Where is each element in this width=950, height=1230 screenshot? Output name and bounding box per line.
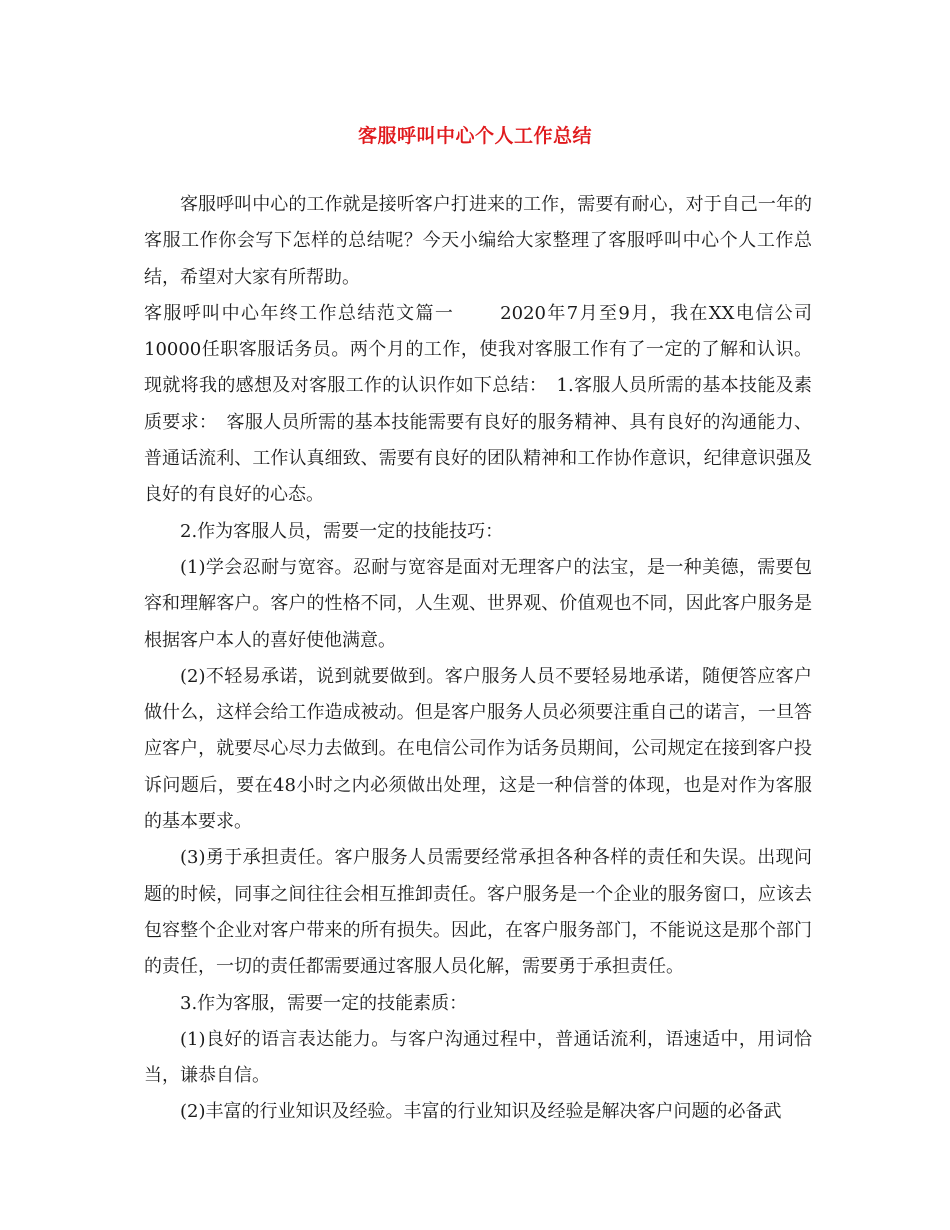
- paragraph-responsibility: (3)勇于承担责任。客户服务人员需要经常承担各种各样的责任和失误。出现问题的时候，同事之间往往会相互推卸责任。客户服务是一个企业的服务窗口，应该去包容整个企业对客户带来的所有损失。因此，在客户服务部门，不能说这是那个部门的责任，一切的责任都需要通过客服人员化解，需要勇于承担责任。: [144, 847, 812, 978]
- paragraph-section-one: 客服呼叫中心年终工作总结范文篇一 2020年7月至9月，我在XX电信公司10000任职客服话务员。两个月的工作，使我对客服工作有了一定的了解和认识。现就将我的感想及对客服工作的认识作如下总结： 1.客服人员所需的基本技能及素质要求： 客服人员所需的基本技能需要有良好的服务精神、具有良好的沟通能力、普通话流利、工作认真细致、需要有良好的团队精神和工作协作意识，纪律意识强及良好的有良好的心态。: [144, 302, 812, 506]
- paragraph-patience: (1)学会忍耐与宽容。忍耐与宽容是面对无理客户的法宝，是一种美德，需要包容和理解客户。客户的性格不同，人生观、世界观、价值观也不同，因此客户服务是根据客户本人的喜好使他满意。: [144, 556, 812, 651]
- paragraph-promise: (2)不轻易承诺，说到就要做到。客户服务人员不要轻易地承诺，随便答应客户做什么，这样会给工作造成被动。但是客户服务人员必须要注重自己的诺言，一旦答应客户，就要尽心尽力去做到。在电信公司作为话务员期间，公司规定在接到客户投诉问题后，要在48小时之内必须做出处理，这是一种信誉的体现，也是对作为客服的基本要求。: [144, 665, 812, 833]
- document-title: 客服呼叫中心个人工作总结: [357, 125, 592, 147]
- paragraph-knowledge: (2)丰富的行业知识及经验。丰富的行业知识及经验是解决客户问题的必备武: [180, 1101, 782, 1123]
- paragraph-skills-heading: 2.作为客服人员，需要一定的技能技巧：: [180, 520, 504, 542]
- document-body: [144, 187, 812, 1131]
- paragraph-language: (1)良好的语言表达能力。与客户沟通过程中，普通话流利，语速适中，用词恰当，谦恭自信。: [144, 1028, 812, 1087]
- paragraph-intro: 客服呼叫中心的工作就是接听客户打进来的工作，需要有耐心，对于自己一年的客服工作你会写下怎样的总结呢？今天小编给大家整理了客服呼叫中心个人工作总结，希望对大家有所帮助。: [144, 194, 812, 288]
- paragraph-qualities-heading: 3.作为客服，需要一定的技能素质：: [180, 992, 468, 1014]
